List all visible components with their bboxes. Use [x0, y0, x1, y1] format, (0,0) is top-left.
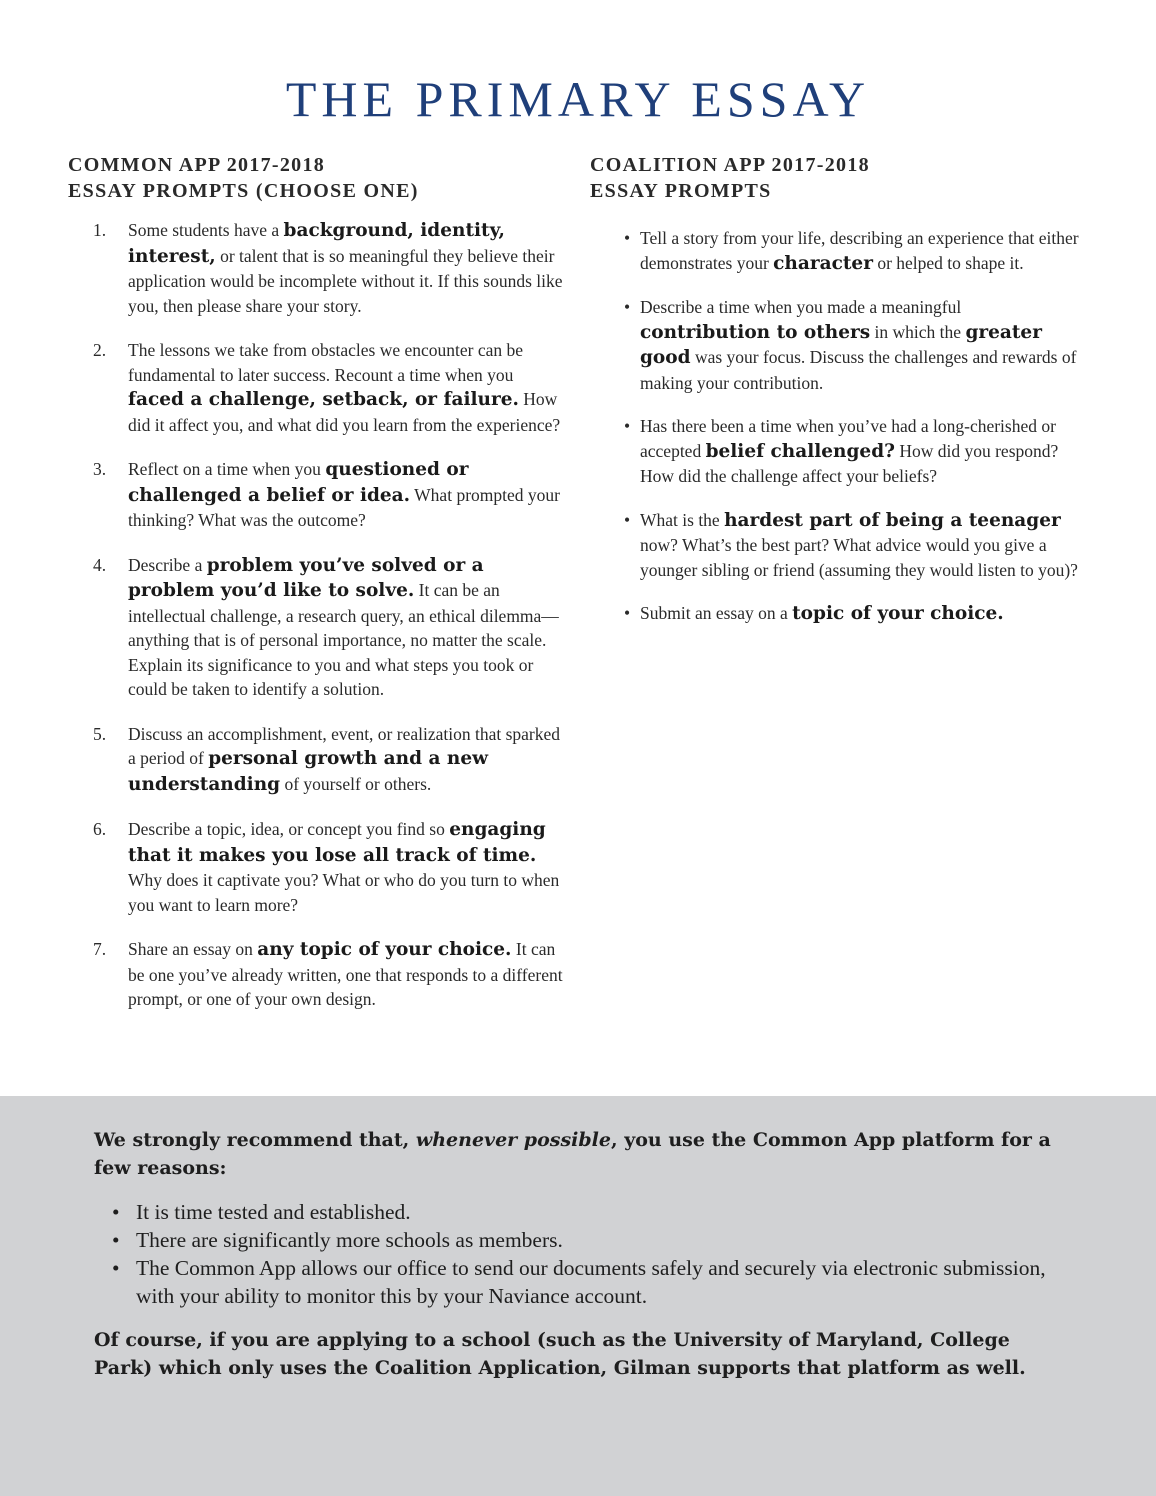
prompt-text: now? What’s the best part? What advice would you give a younger sibling or friend (assuming they would listen to you)? — [640, 535, 1078, 580]
callout-content — [94, 1126, 1054, 1382]
bullet-marker: • — [624, 603, 631, 623]
prompt-number: 4. — [93, 554, 107, 575]
prompt-item — [68, 457, 568, 533]
prompt-item — [590, 295, 1090, 395]
callout-reason — [94, 1226, 1054, 1254]
prompt-text: The lessons we take from obstacles we encounter can be fundamental to later success. Recount a time when you — [128, 340, 524, 385]
prompt-emphasis: any topic of your choice. — [257, 939, 512, 960]
bullet-marker: • — [624, 297, 631, 317]
prompt-emphasis: problem you’ve solved or a problem you’d like to solve. — [128, 554, 484, 601]
prompt-emphasis: belief challenged? — [705, 440, 895, 462]
prompt-text: in which the — [870, 321, 966, 342]
callout-intro-emphasis: whenever possible — [415, 1129, 611, 1151]
callout-reason — [94, 1198, 1054, 1226]
prompt-emphasis: topic of your choice. — [792, 603, 1004, 624]
prompt-text: Describe a time when you made a meaningful — [640, 297, 962, 317]
prompt-text: It can be one you’ve already written, one that responds to a different prompt, or one of your own design. — [128, 939, 563, 1009]
recommendation-callout — [0, 1096, 1156, 1496]
prompt-text: or helped to shape it. — [872, 252, 1024, 273]
common-app-section — [68, 152, 568, 1032]
coalition-app-heading — [590, 152, 1090, 204]
prompt-text: Discuss an accomplishment, event, or realization that sparked a period of — [128, 723, 561, 768]
callout-intro-after: , you use the Common App platform for a few reasons: — [94, 1129, 1051, 1179]
prompt-emphasis: questioned or challenged a belief or idea. — [128, 459, 469, 506]
prompt-item — [68, 817, 568, 917]
prompt-item — [68, 218, 568, 318]
common-app-heading-line2: ESSAY PROMPTS (CHOOSE ONE) — [68, 180, 419, 202]
prompt-text: Describe a topic, idea, or concept you find so — [128, 819, 450, 839]
callout-closing: Of course, if you are applying to a school (such as the University of Maryland, College Park) which only uses the Coalition Application, Gilman supports that platform as well. — [94, 1329, 1026, 1379]
prompt-item — [68, 553, 568, 702]
bullet-marker: • — [624, 228, 631, 248]
prompt-item — [68, 722, 568, 798]
prompt-text: of yourself or others. — [280, 773, 432, 794]
callout-reason-text: There are significantly more schools as members. — [136, 1228, 563, 1252]
prompt-text: It can be an intellectual challenge, a research query, an ethical dilemma—anything that is of personal importance, no matter the scale. Explain its significance to you and what steps you took or could be taken to identify a solution. — [128, 580, 559, 699]
prompt-emphasis: background, identity, interest, — [128, 220, 505, 267]
bullet-marker: • — [112, 1256, 120, 1280]
prompt-item — [68, 338, 568, 437]
callout-intro-before: We strongly recommend that, — [94, 1129, 416, 1151]
prompt-emphasis: engaging that it makes you lose all track of time. — [128, 819, 546, 866]
prompt-number: 6. — [93, 819, 107, 839]
coalition-app-prompt-list — [590, 218, 1090, 627]
prompt-text: How did it affect you, and what did you learn from the experience? — [128, 389, 561, 435]
coalition-app-heading-line1: COALITION APP 2017-2018 — [590, 154, 870, 176]
callout-reason-text: The Common App allows our office to send our documents safely and securely via electronic submission, with your ability to monitor this by your Naviance account. — [136, 1256, 1046, 1308]
callout-intro — [94, 1126, 1054, 1182]
callout-reason-list — [94, 1198, 1054, 1310]
prompt-text: What is the — [640, 509, 725, 530]
coalition-app-heading-line2: ESSAY PROMPTS — [590, 180, 772, 202]
prompt-text: Why does it captivate you? What or who do you turn to when you want to learn more? — [128, 870, 560, 915]
prompt-number: 2. — [93, 340, 107, 360]
prompt-item — [590, 414, 1090, 489]
prompt-text: How did you respond? How did the challenge affect your beliefs? — [640, 440, 1059, 486]
common-app-heading-line1: COMMON APP 2017-2018 — [68, 154, 326, 176]
prompt-text: What prompted your thinking? What was the outcome? — [128, 484, 560, 530]
bullet-marker: • — [624, 509, 631, 530]
prompt-item — [590, 508, 1090, 583]
prompt-number: 3. — [93, 459, 107, 479]
callout-reason — [94, 1254, 1054, 1310]
common-app-prompt-list — [68, 218, 568, 1012]
prompt-emphasis: character — [773, 252, 873, 274]
prompt-text: Has there been a time when you’ve had a long-cherished or accepted — [640, 416, 1056, 461]
prompt-item — [68, 937, 568, 1012]
prompt-emphasis: greater good — [640, 321, 1042, 368]
prompt-number: 5. — [93, 723, 107, 744]
prompt-emphasis: personal growth and a new understanding — [128, 748, 489, 795]
common-app-heading — [68, 152, 568, 204]
prompt-item — [590, 601, 1090, 627]
callout-reason-text: It is time tested and established. — [136, 1200, 411, 1224]
bullet-marker: • — [624, 416, 631, 436]
prompt-text: Tell a story from your life, describing an experience that either demonstrates your — [640, 228, 1079, 273]
prompt-emphasis: contribution to others — [640, 321, 871, 343]
prompt-text: was your focus. Discuss the challenges and rewards of making your contribution. — [640, 347, 1077, 393]
prompt-text: Some students have a — [128, 220, 284, 240]
prompt-text: Describe a — [128, 554, 207, 575]
bullet-marker: • — [112, 1200, 120, 1224]
bullet-marker: • — [112, 1228, 120, 1252]
prompt-emphasis: hardest part of being a teenager — [724, 509, 1061, 531]
prompt-text: Submit an essay on a — [640, 603, 793, 623]
coalition-app-section — [590, 152, 1090, 646]
prompt-number: 7. — [93, 939, 107, 959]
prompt-text: Reflect on a time when you — [128, 459, 326, 479]
prompt-text: or talent that is so meaningful they believe their application would be incomplete without it. If this sounds like you, then please share your story. — [128, 245, 563, 316]
prompt-emphasis: faced a challenge, setback, or failure. — [128, 389, 519, 410]
prompt-item — [590, 226, 1090, 276]
page-title: THE PRIMARY ESSAY — [285, 71, 871, 127]
prompt-number: 1. — [93, 220, 107, 240]
prompt-text: Share an essay on — [128, 939, 258, 959]
